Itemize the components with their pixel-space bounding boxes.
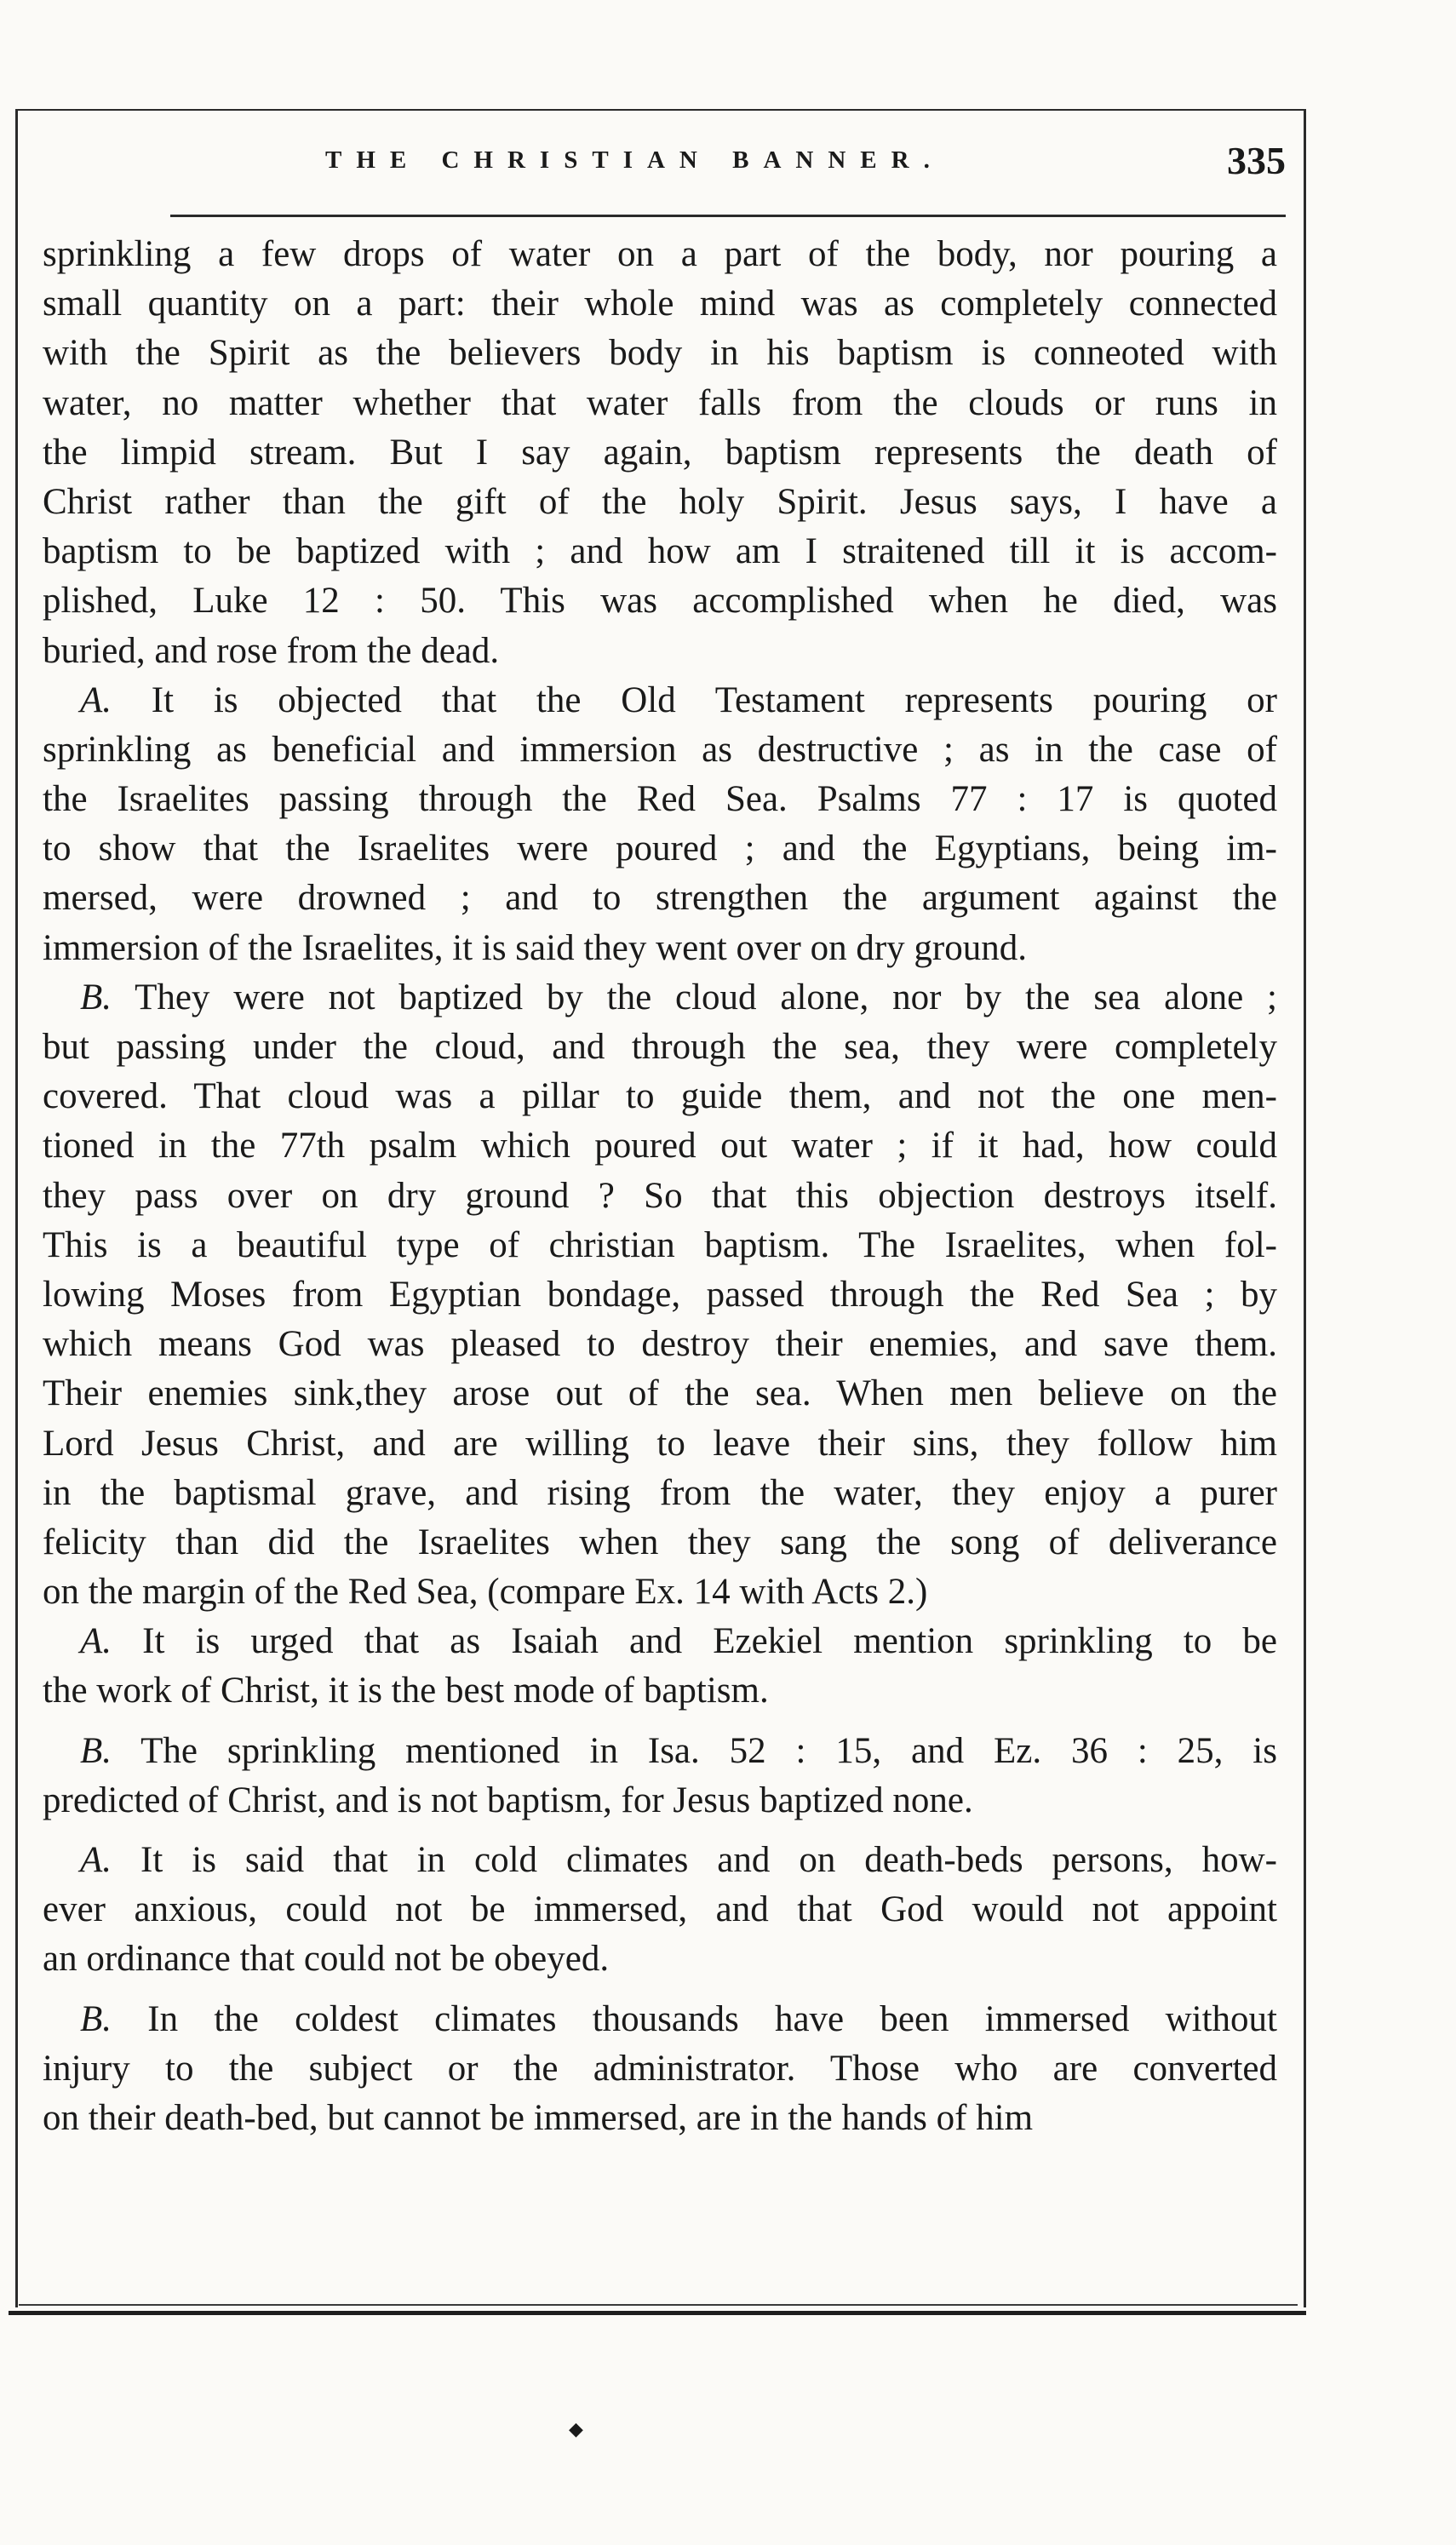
speaker-label: B. [80,1730,112,1771]
speaker-label: A. [80,1621,112,1662]
line-text: In the coldest climates thousands have been immersed without [147,1998,1277,2039]
text-line [43,973,1277,1023]
line-text: small quantity on a part: their whole mind was as completely connected [43,284,1277,324]
text-line [43,230,1277,279]
line-text: It is said that in cold climates and on death-beds persons, how- [140,1840,1277,1880]
text-line [43,1727,1277,1776]
line-text: It is objected that the Old Testament represents pouring or [151,679,1277,720]
line-text: with the Spirit as the believers body in his baptism is conneoted with [43,333,1277,374]
line-text: They were not baptized by the cloud alone, nor by the sea alone ; [135,977,1277,1017]
page-header [51,139,1286,194]
text-line [43,1776,1277,1826]
line-text: water, no matter whether that water falls from the clouds or runs in [43,382,1277,423]
line-text: on the margin of the Red Sea, (compare Ex. 14 with Acts 2.) [43,1572,928,1613]
line-text: It is urged that as Isaiah and Ezekiel mention sprinkling to be [142,1621,1278,1662]
body-text [43,230,1277,2143]
text-line [43,1270,1277,1320]
text-line [43,1172,1277,1221]
line-text: Christ rather than the gift of the holy Spirit. Jesus says, I have a [43,481,1277,522]
text-line [43,1885,1277,1935]
text-line [43,1221,1277,1270]
line-text: an ordinance that could not be obeyed. [43,1939,610,1980]
text-line [43,1995,1277,2044]
speaker-label: A. [80,679,112,720]
line-text: sprinkling as beneficial and immersion as destructive ; as in the case of [43,729,1277,770]
bottom-rule [9,2311,1306,2315]
line-text: predicted of Christ, and is not baptism, for Jesus baptized none. [43,1780,973,1820]
text-line [43,1023,1277,1072]
paragraph [43,230,1277,676]
line-text: mersed, were drowned ; and to strengthen the argument against the [43,878,1277,919]
speaker-label: B. [80,977,112,1017]
line-text: but passing under the cloud, and through the sea, they were completely [43,1027,1277,1067]
text-line [43,1617,1277,1666]
line-text: on their death-bed, but cannot be immersed, are in the hands of him [43,2097,1034,2138]
text-line [43,1935,1277,1984]
page-number: 335 [1227,139,1286,182]
line-text: in the baptismal grave, and rising from the water, they enjoy a purer [43,1472,1277,1513]
paragraph [43,1617,1277,1716]
text-line [43,874,1277,923]
speaker-label: B. [80,1998,112,2039]
text-line [43,1836,1277,1885]
text-line [43,478,1277,527]
text-line [43,1666,1277,1716]
text-line [43,676,1277,725]
text-line [43,725,1277,775]
text-line [43,775,1277,824]
line-text: injury to the subject or the administrator. Those who are converted [43,2048,1277,2089]
header-rule [170,215,1286,217]
text-line [43,527,1277,576]
text-line [43,1320,1277,1369]
paragraph [43,676,1277,973]
paragraph [43,1995,1277,2144]
line-text: the work of Christ, it is the best mode of baptism. [43,1671,769,1711]
line-text: felicity than did the Israelites when they sang the song of deliverance [43,1522,1277,1562]
paragraph [43,973,1277,1617]
text-line [43,1469,1277,1518]
line-text: immersion of the Israelites, it is said they went over on dry ground. [43,927,1027,968]
text-line [43,1072,1277,1121]
text-line [43,1568,1277,1617]
line-text: plished, Luke 12 : 50. This was accomplished when he died, was [43,581,1277,622]
text-line [43,1369,1277,1419]
paragraph-gap [43,1985,1277,1995]
text-line [43,2044,1277,2094]
stray-ink-mark: ◆ [569,2418,583,2440]
line-text: tioned in the 77th psalm which poured out water ; if it had, how could [43,1126,1277,1166]
line-text: they pass over on dry ground ? So that this objection destroys itself. [43,1175,1277,1216]
line-text: The sprinkling mentioned in Isa. 52 : 15, and Ez. 36 : 25, is [140,1730,1277,1771]
line-text: sprinkling a few drops of water on a part of the body, nor pouring a [43,234,1277,274]
text-line [43,924,1277,973]
text-line [43,279,1277,329]
line-text: the Israelites passing through the Red Sea. Psalms 77 : 17 is quoted [43,779,1277,820]
text-line [43,428,1277,478]
line-text: This is a beautiful type of christian baptism. The Israelites, when fol- [43,1224,1277,1265]
line-text: baptism to be baptized with ; and how am I straitened till it is accom- [43,531,1277,572]
paragraph [43,1836,1277,1985]
line-text: buried, and rose from the dead. [43,630,500,671]
line-text: Their enemies sink,they arose out of the sea. When men believe on the [43,1373,1277,1414]
line-text: the limpid stream. But I say again, baptism represents the death of [43,432,1277,473]
line-text: lowing Moses from Egyptian bondage, passed through the Red Sea ; by [43,1274,1277,1315]
text-line [43,627,1277,676]
text-line [43,576,1277,626]
line-text: which means God was pleased to destroy their enemies, and save them. [43,1324,1277,1365]
paragraph [43,1727,1277,1826]
text-line [43,1518,1277,1568]
running-title: THE CHRISTIAN BANNER. [325,146,944,174]
speaker-label: A. [80,1840,112,1880]
text-line [43,1121,1277,1171]
text-line [43,1419,1277,1469]
text-line [43,329,1277,378]
line-text: covered. That cloud was a pillar to guide them, and not the one men- [43,1076,1277,1117]
bottom-rule-thin [19,2304,1298,2306]
text-line [43,379,1277,428]
paragraph-gap [43,1717,1277,1727]
text-line [43,2094,1277,2143]
text-line [43,824,1277,874]
line-text: Lord Jesus Christ, and are willing to leave their sins, they follow him [43,1423,1277,1464]
line-text: ever anxious, could not be immersed, and that God would not appoint [43,1889,1277,1930]
paragraph-gap [43,1826,1277,1836]
line-text: to show that the Israelites were poured ; and the Egyptians, being im- [43,828,1277,869]
